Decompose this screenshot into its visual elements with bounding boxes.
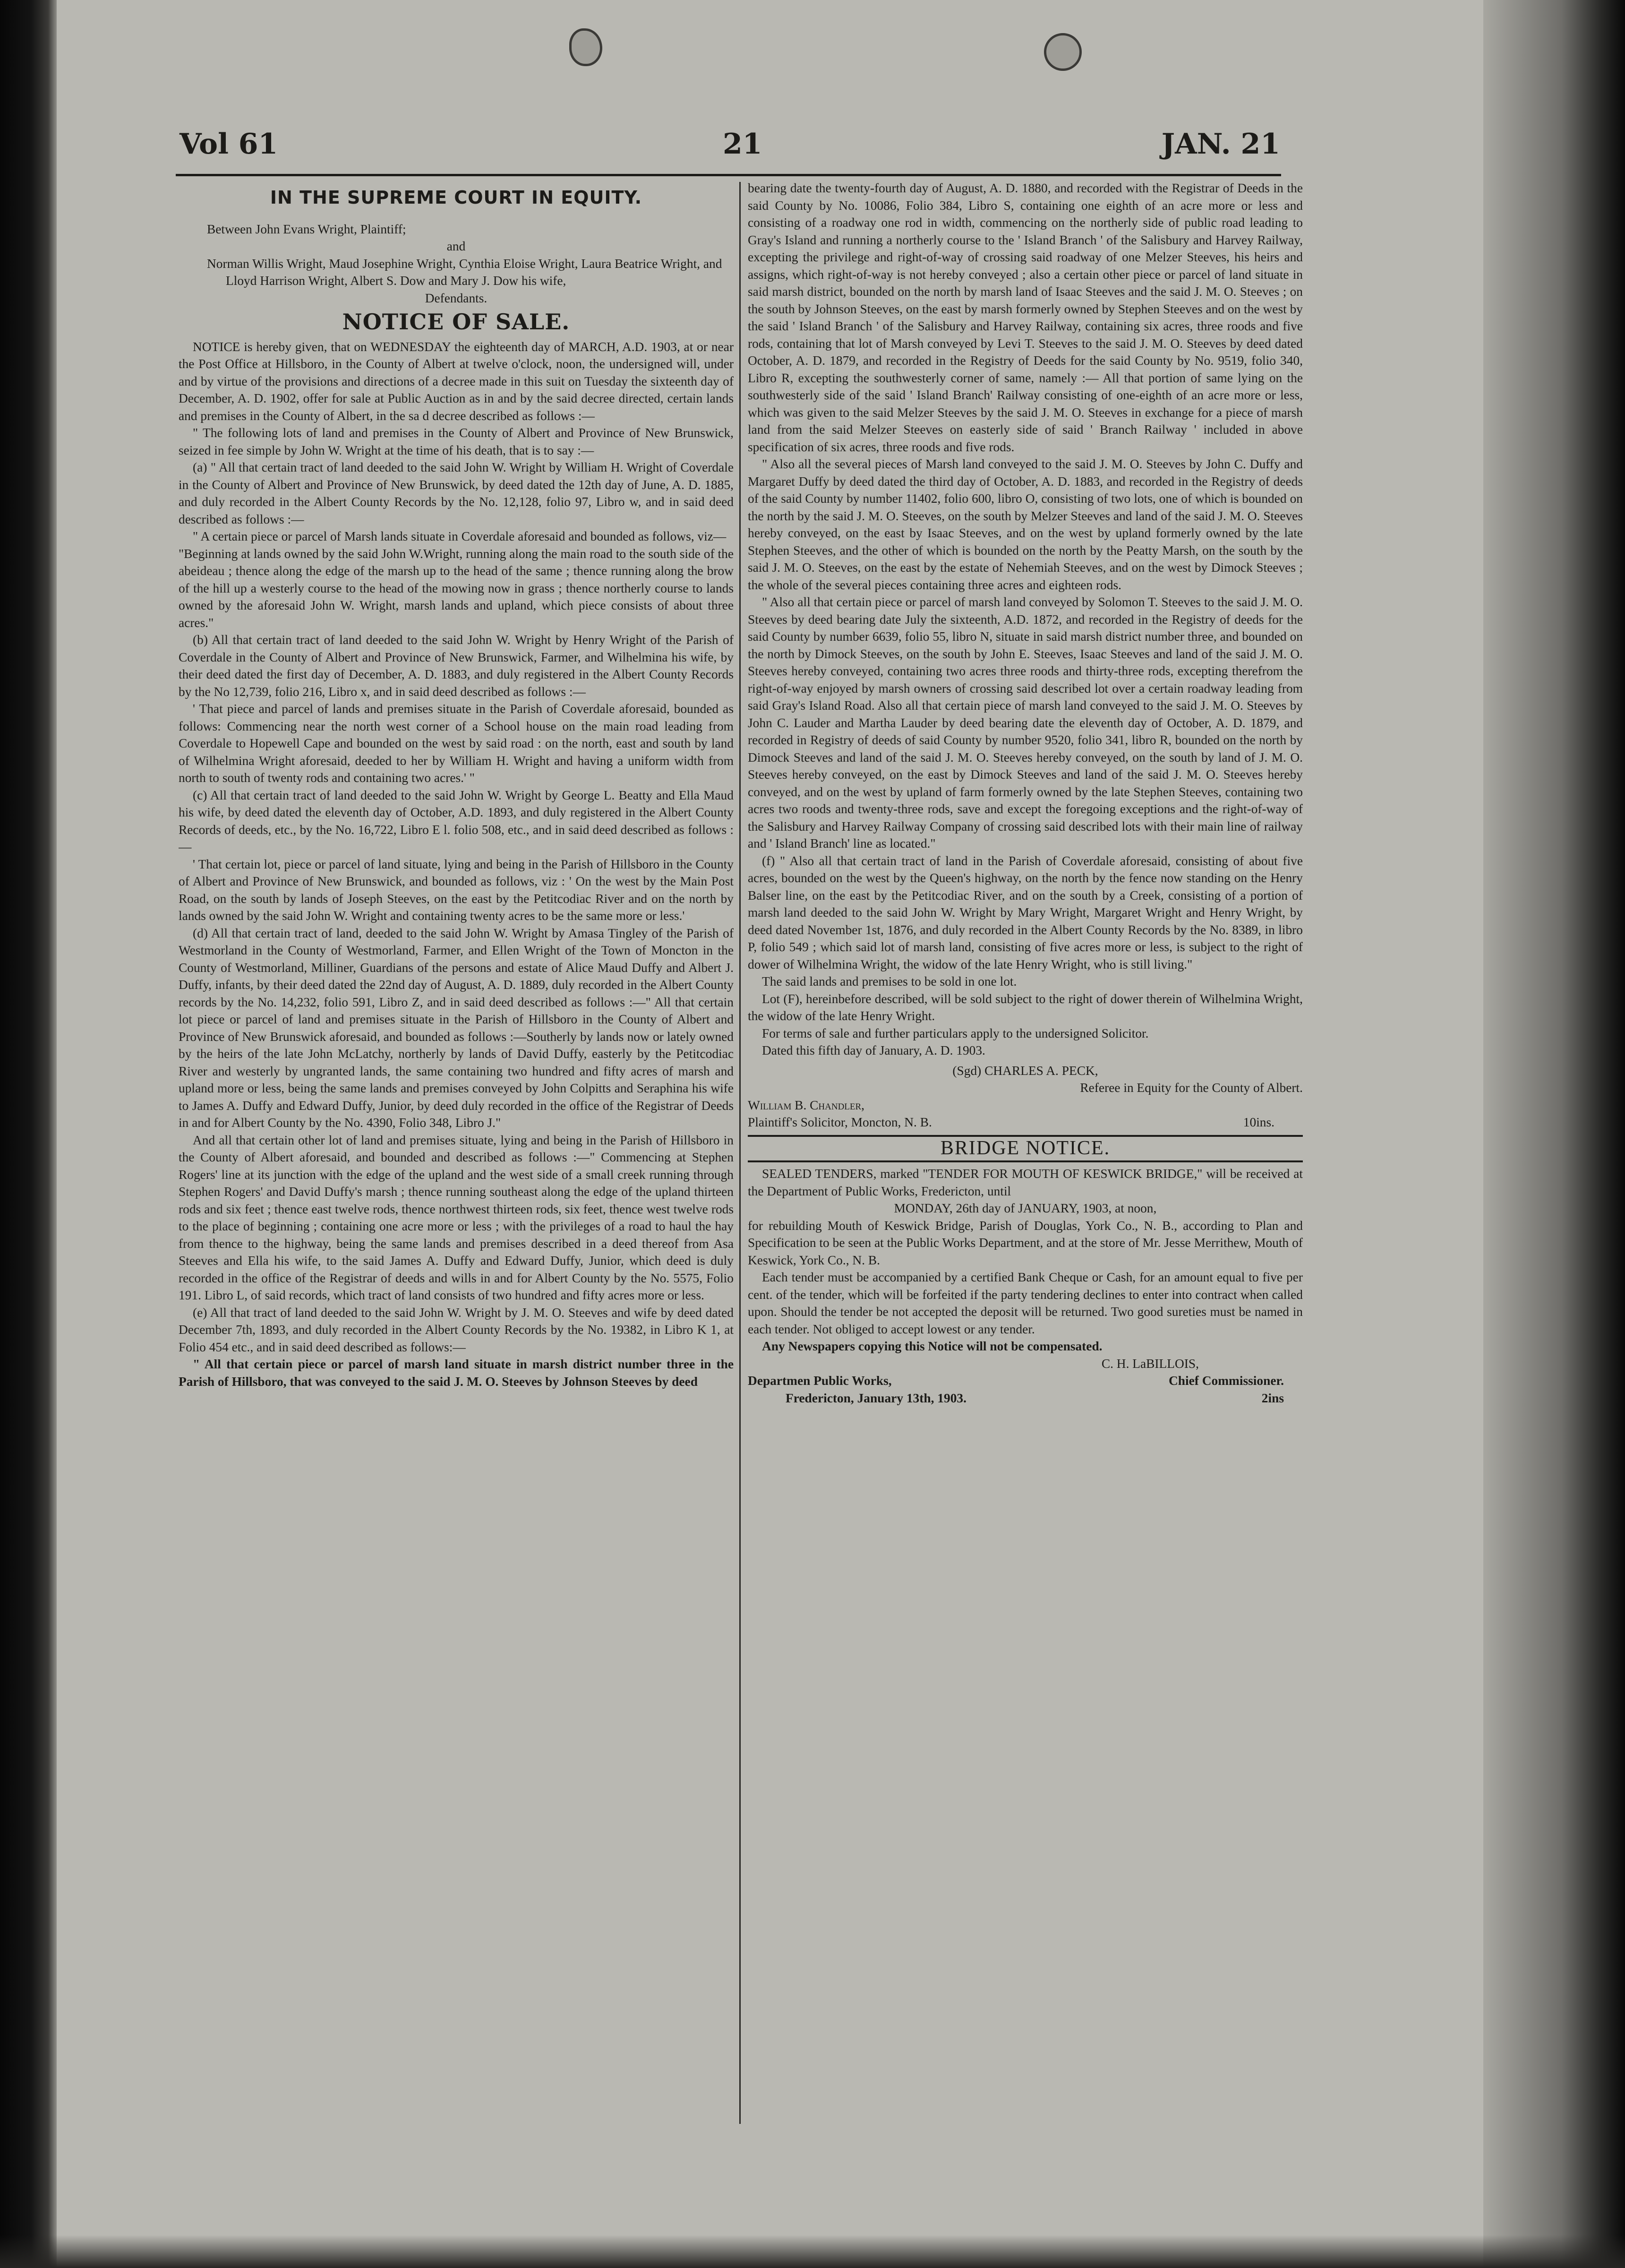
- bridge-paragraph: Each tender must be accompanied by a certified Bank Cheque or Cash, for an amount equal to five per cent. of the tender, which will be forfeited if the party tendering declines to enter into contract when called upon. Should the tender be not accepted the deposit will be returned. Two good sureties must be named in each tender. Not obliged to accept lowest or any tender.: [748, 1270, 1303, 1336]
- bridge-signer-title: Chief Commissioner.: [1169, 1374, 1284, 1388]
- sale-paragraph: (b) All that certain tract of land deeded to the said John W. Wright by Henry Wright of the Parish of Coverdale in the County of Albert and Province of New Brunswick, Farmer, and Wilhelmina his wife, by their deed dated the first day of December, A. D. 1883, and duly registered in the Albert County Records by the No 12,739, folio 216, Libro x, and in said deed described as follows :—: [179, 633, 734, 699]
- solicitor-name-row: [748, 1097, 1303, 1114]
- issue-date: JAN. 21: [1161, 128, 1280, 161]
- sale-paragraph: " Also all the several pieces of Marsh land conveyed to the said J. M. O. Steeves by John C. Duffy and Margaret Duffy by deed dated the third day of October, A. D. 1883, and recorded in the Registry of deeds of the said County by number 11402, folio 600, libro O, consisting of two lots, one of which is bounded on the north by the said J. M. O. Steeves, on the south by Melzer Steeves and land of the said J. M. O. Steeves hereby conveyed, on the east by Isaac Steeves, and on the west by upland formerly owned by the late Stephen Steeves, and the other of which is bounded on the north by the Peatty Marsh, on the south by the said J. M. O. Steeves, on the east by the estate of Nehemiah Steeves, and on the west by Dimock Steeves ; the whole of the several pieces containing three acres and eighteen rods.: [748, 457, 1303, 592]
- solicitor-role-row: [748, 1114, 1303, 1131]
- bridge-paragraph: for rebuilding Mouth of Keswick Bridge, Parish of Douglas, York Co., N. B., according to Plan and Specification to be seen at the Public Works Department, and at the store of Mr. Jesse Merrithew, Mouth of Keswick, York Co., N. B.: [748, 1218, 1303, 1267]
- punch-hole-left: [569, 28, 602, 66]
- bridge-notice-heading: BRIDGE NOTICE.: [940, 1137, 1111, 1159]
- sale-paragraph: The said lands and premises to be sold in one lot.: [762, 974, 1017, 988]
- bridge-place-date: Fredericton, January 13th, 1903.: [786, 1391, 966, 1405]
- bridge-sign-row: [748, 1372, 1303, 1390]
- and-line: and: [446, 239, 466, 253]
- sale-paragraph: " Also all that certain piece or parcel of marsh land conveyed by Solomon T. Steeves to the said J. M. O. Steeves by deed bearing date July the sixteenth, A.D. 1872, and recorded in the Registry of deeds for the said County by number 6639, folio 55, libro N, situate in said marsh district number three, and bounded on the north by Dimock Steeves, on the south by John E. Steeves, Isaac Steeves and land of the said J. M. O. Steeves hereby conveyed, containing two acres three roods and thirty-three rods, excepting therefrom the right-of-way enjoyed by marsh owners of crossing said described lot over a certain roadway leading from said Gray's Island Road. Also all that certain piece of marsh land conveyed to the said J. M. O. Steeves by John C. Lauder and Martha Lauder by deed bearing date the eleventh day of October, A. D. 1879, and recorded in Registry of deeds of said County by number 9520, folio 341, libro R, bounded on the north by Dimock Steeves and land of the said J. M. O. Steeves hereby conveyed, on the south by land of J. M. O. Steeves hereby conveyed, on the east by Dimock Steeves and land of the said J. M. O. Steeves hereby conveyed, and on the west by upland of farm formerly owned by the late Stephen Steeves, containing two acres two roods and twenty-three rods, save and except the foregoing exceptions and the right-of-way of the Salisbury and Harvey Railway Company of crossing said described lots with their main line of railway and ' Island Branch' line as located.": [748, 595, 1303, 850]
- sale-paragraph: For terms of sale and further particulars apply to the undersigned Solicitor.: [762, 1026, 1149, 1040]
- bridge-paragraph: Any Newspapers copying this Notice will not be compensated.: [762, 1339, 1103, 1353]
- defendants-label: Defendants.: [425, 291, 488, 305]
- volume-label: Vol 61: [180, 128, 278, 161]
- bridge-place-row: [748, 1390, 1303, 1407]
- sale-paragraph: " The following lots of land and premises in the County of Albert and Province of New Brunswick, seized in fee simple by John W. Wright at the time of his death, that is to say :—: [179, 426, 734, 457]
- referee-signature: [748, 1062, 1303, 1097]
- sale-paragraph: (e) All that tract of land deeded to the said John W. Wright by J. M. O. Steeves and wife by deed dated December 7th, 1893, and duly recorded in the Albert County Records by the No. 19382, in Libro K 1, at Folio 454 etc., and in said deed described as follows:—: [179, 1305, 734, 1354]
- plaintiff-line: Between John Evans Wright, Plaintiff;: [207, 222, 406, 236]
- sale-paragraph: And all that certain other lot of land and premises situate, lying and being in the Parish of Hillsboro in the County of Albert aforesaid, and bounded and described as follows :—" Commencing at Stephen Rogers' line at its junction with the edge of the upland and the west side of a small creek running through Stephen Rogers' and David Duffy's marsh ; thence running southeast along the edge of the upland thirteen rods and six feet ; thence east twelve rods, thence northwest thirteen rods, six feet, thence west twelve rods to the place of beginning ; containing one acre more or less ; with the privileges of a road to haul the hay from thence to the highway, being the same lands and premises described in a deed thereof from Asa Steeves and Ella his wife, to the said James A. Duffy and Edward Duffy, Junior, which deed is duly recorded in the office of the Registrar of deeds and wills in and for Albert County by the No. 5575, Folio 191. Libro L, of said records, which tract of land consists of two hundred and fifty acres more or less.: [179, 1133, 734, 1302]
- bridge-tender-date: MONDAY, 26th day of JANUARY, 1903, at noon,: [894, 1201, 1157, 1215]
- column-divider: [739, 182, 741, 2124]
- bridge-paragraph: SEALED TENDERS, marked "TENDER FOR MOUTH OF KESWICK BRIDGE," will be received at the Department of Public Works, Fredericton, until: [748, 1167, 1303, 1198]
- scan-left-binding-shadow: [0, 0, 57, 2268]
- sale-paragraph: " All that certain piece or parcel of marsh land situate in marsh district number three in the Parish of Hillsboro, that was conveyed to the said J. M. O. Steeves by Johnson Steeves by deed: [179, 1357, 734, 1389]
- solicitor-insertions: 10ins.: [1243, 1115, 1274, 1129]
- sale-paragraph: " A certain piece or parcel of Marsh lands situate in Coverdale aforesaid and bounded as follows, viz—: [193, 529, 727, 543]
- solicitor-name: William B. Chandler,: [748, 1098, 865, 1112]
- scan-right-edge-shadow: [1483, 0, 1625, 2268]
- sale-paragraph: (c) All that certain tract of land deeded to the said John W. Wright by George L. Beatty and Ella Maud his wife, by deed dated the eleventh day of October, A.D. 1893, and duly registered in the Albert County Records of deeds, etc., by the No. 16,722, Libro E l. folio 508, etc., and in said deed described as follows :—: [179, 788, 734, 854]
- scan-bottom-edge-shadow: [0, 2235, 1625, 2268]
- sale-paragraph: ' That piece and parcel of lands and premises situate in the Parish of Coverdale aforesaid, bounded as follows: Commencing near the north west corner of a School house on the main road leading from Coverdale to Hopewell Cape and bounded on the west by said road : on the north, east and south by land of Wilhelmina Wright aforesaid, deeded to her by William H. Wright and having a uniform width from north to south of twenty rods and containing two acres.' ": [179, 702, 734, 785]
- bridge-insertions: 2ins: [1261, 1391, 1284, 1405]
- bridge-signer: C. H. LaBILLOIS,: [1101, 1356, 1199, 1371]
- court-heading: IN THE SUPREME COURT IN EQUITY.: [270, 187, 642, 208]
- parties-block: [179, 221, 734, 307]
- bridge-divider: [748, 1160, 1303, 1162]
- sale-paragraph: "Beginning at lands owned by the said John W.Wright, running along the main road to the south side of the abeideau ; thence along the edge of the marsh up to the head of the same ; thence running along the brow of the hill up a westerly course to the head of the mowing now in grass ; thence northerly course to lands owned by the aforesaid John W. Wright, marsh lands and upland, which piece consists of about three acres.": [179, 546, 734, 630]
- sale-paragraph: Lot (F), hereinbefore described, will be sold subject to the right of dower therein of Wilhelmina Wright, the widow of the late Henry Wright.: [748, 991, 1303, 1023]
- sale-paragraph: (a) " All that certain tract of land deeded to the said John W. Wright by William H. Wright of Coverdale in the County of Albert and Province of New Brunswick, by deed dated the 12th day of June, A. D. 1885, and duly recorded in the Albert County Records by the No. 12,128, folio 97, Libro w, and in said deed described as follows :—: [179, 460, 734, 526]
- sale-paragraph: bearing date the twenty-fourth day of August, A. D. 1880, and recorded with the Registrar of Deeds in the said County by No. 10086, Folio 384, Libro S, containing one eighth of an acre more or less and consisting of a roadway one rod in width, commencing on the northerly side of public road leading to Gray's Island and running a northerly course to the ' Island Branch ' of the Salisbury and Harvey Railway, excepting the privilege and right-of-way of crossing said roadway of one Melzer Steeves, his heirs and assigns, which right-of-way is not hereby conveyed ; also a certain other piece or parcel of land situate in said marsh district, bounded on the north by marsh land of Isaac Steeves and the said J. M. O. Steeves ; on the south by Johnson Steeves, on the east by marsh formerly owned by Stephen Steeves and on the west by the said ' Island Branch ' of the Salisbury and Harvey Railway, containing six acres, three roods and five rods, containing that lot of Marsh conveyed by Levi T. Steeves to the said J. M. O. Steeves by deed dated October, A. D. 1879, and recorded in the Registry of Deeds for the said County by No. 9519, folio 340, Libro R, excepting the southwesterly corner of same, namely :— All that portion of same lying on the southwesterly side of the said ' Island Branch' Railway consisting of one-eighth of an acre more or less, which was given to the said Melzer Steeves by the said J. M. O. Steeves in exchange for a piece of marsh land from the said Melzer Steeves on easterly side of said ' Branch Railway ' included in above specification of six acres, three roods and five rods.: [748, 181, 1303, 454]
- sale-paragraph: (d) All that certain tract of land, deeded to the said John W. Wright by Amasa Tingley of the Parish of Westmorland in the County of Westmorland, Farmer, and Ellen Wright of the Town of Moncton in the County of Westmorland, Milliner, Guardians of the persons and estate of Alice Maud Duffy and Albert J. Duffy, infants, by their deed dated the 22nd day of August, A. D. 1889, duly recorded in the Albert County records by the No. 14,232, folio 591, Libro Z, and in said deed described as follows :—" All that certain lot piece or parcel of land and premises situate in the Parish of Hillsboro in the County of Albert and Province of New Brunswick aforesaid, and bounded as follows :—Southerly by lands now or lately owned by the heirs of the late John McLatchy, northerly by lands of David Duffy, easterly by the Petitcodiac River and westerly by ungranted lands, the same containing two hundred and fifty acres of marsh and upland more or less, being the same lands and premises conveyed by John Colpitts and Seraphina his wife to James A. Duffy and Edward Duffy, Junior, by deed duly recorded in the office of the Registrar of Deeds in and for Albert County by the No. 4390, Folio 348, Libro J.": [179, 926, 734, 1130]
- page-header: [180, 118, 1280, 170]
- sale-paragraph: ' That certain lot, piece or parcel of land situate, lying and being in the Parish of Hillsboro in the County of Albert and Province of New Brunswick, and bounded as follows, viz : ' On the west by the Main Post Road, on the south by lands of Joseph Steeves, on the east by the Petitcodiac River and on the north by lands owned by the said John W. Wright and containing twenty acres to be the same more or less.': [179, 857, 734, 923]
- right-column: [748, 180, 1303, 2124]
- bridge-department: Departmen Public Works,: [748, 1374, 892, 1388]
- sale-paragraph: NOTICE is hereby given, that on WEDNESDAY the eighteenth day of MARCH, A.D. 1903, at or near the Post Office at Hillsboro, in the County of Albert at twelve o'clock, noon, the undersigned will, under and by virtue of the provisions and directions of a decree made in this suit on Tuesday the sixteenth day of December, A. D. 1902, offer for sale at Public Auction as in and by the said decree directed, certain lands and premises in the County of Albert, in the sa d decree described as follows :—: [179, 339, 734, 423]
- bridge-divider: [748, 1135, 1303, 1137]
- notice-of-sale-heading: NOTICE OF SALE.: [342, 309, 570, 335]
- left-column: [179, 180, 734, 2124]
- referee-title: Referee in Equity for the County of Albert.: [1080, 1081, 1303, 1095]
- referee-name: (Sgd) CHARLES A. PECK,: [952, 1063, 1098, 1078]
- defendants-line: Norman Willis Wright, Maud Josephine Wright, Cynthia Eloise Wright, Laura Beatrice Wright, and Lloyd Harrison Wright, Albert S. Dow and Mary J. Dow his wife,: [207, 256, 722, 288]
- solicitor-role: Plaintiff's Solicitor, Moncton, N. B.: [748, 1115, 932, 1129]
- header-rule: [176, 174, 1281, 176]
- punch-hole-right: [1044, 33, 1082, 71]
- page-number: 21: [723, 128, 762, 161]
- sale-paragraph: (f) " Also all that certain tract of land in the Parish of Coverdale aforesaid, consisting of about five acres, bounded on the west by the Queen's highway, on the north by the fence now standing on the Henry Balser line, on the east by the Petitcodiac River, and on the south by a Creek, consisting of a portion of marsh land deeded to the said John W. Wright by Mary Wright, Margaret Wright and Henry Wright, by deed dated November 1st, 1876, and duly recorded in the Albert County Records by the No. 8389, in libro P, folio 549 ; which said lot of marsh land, consisting of five acres more or less, is subject to the right of dower of Wilhelmina Wright, the widow of the late Henry Wright, who is still living.": [748, 853, 1303, 971]
- sale-paragraph: Dated this fifth day of January, A. D. 1903.: [762, 1043, 985, 1057]
